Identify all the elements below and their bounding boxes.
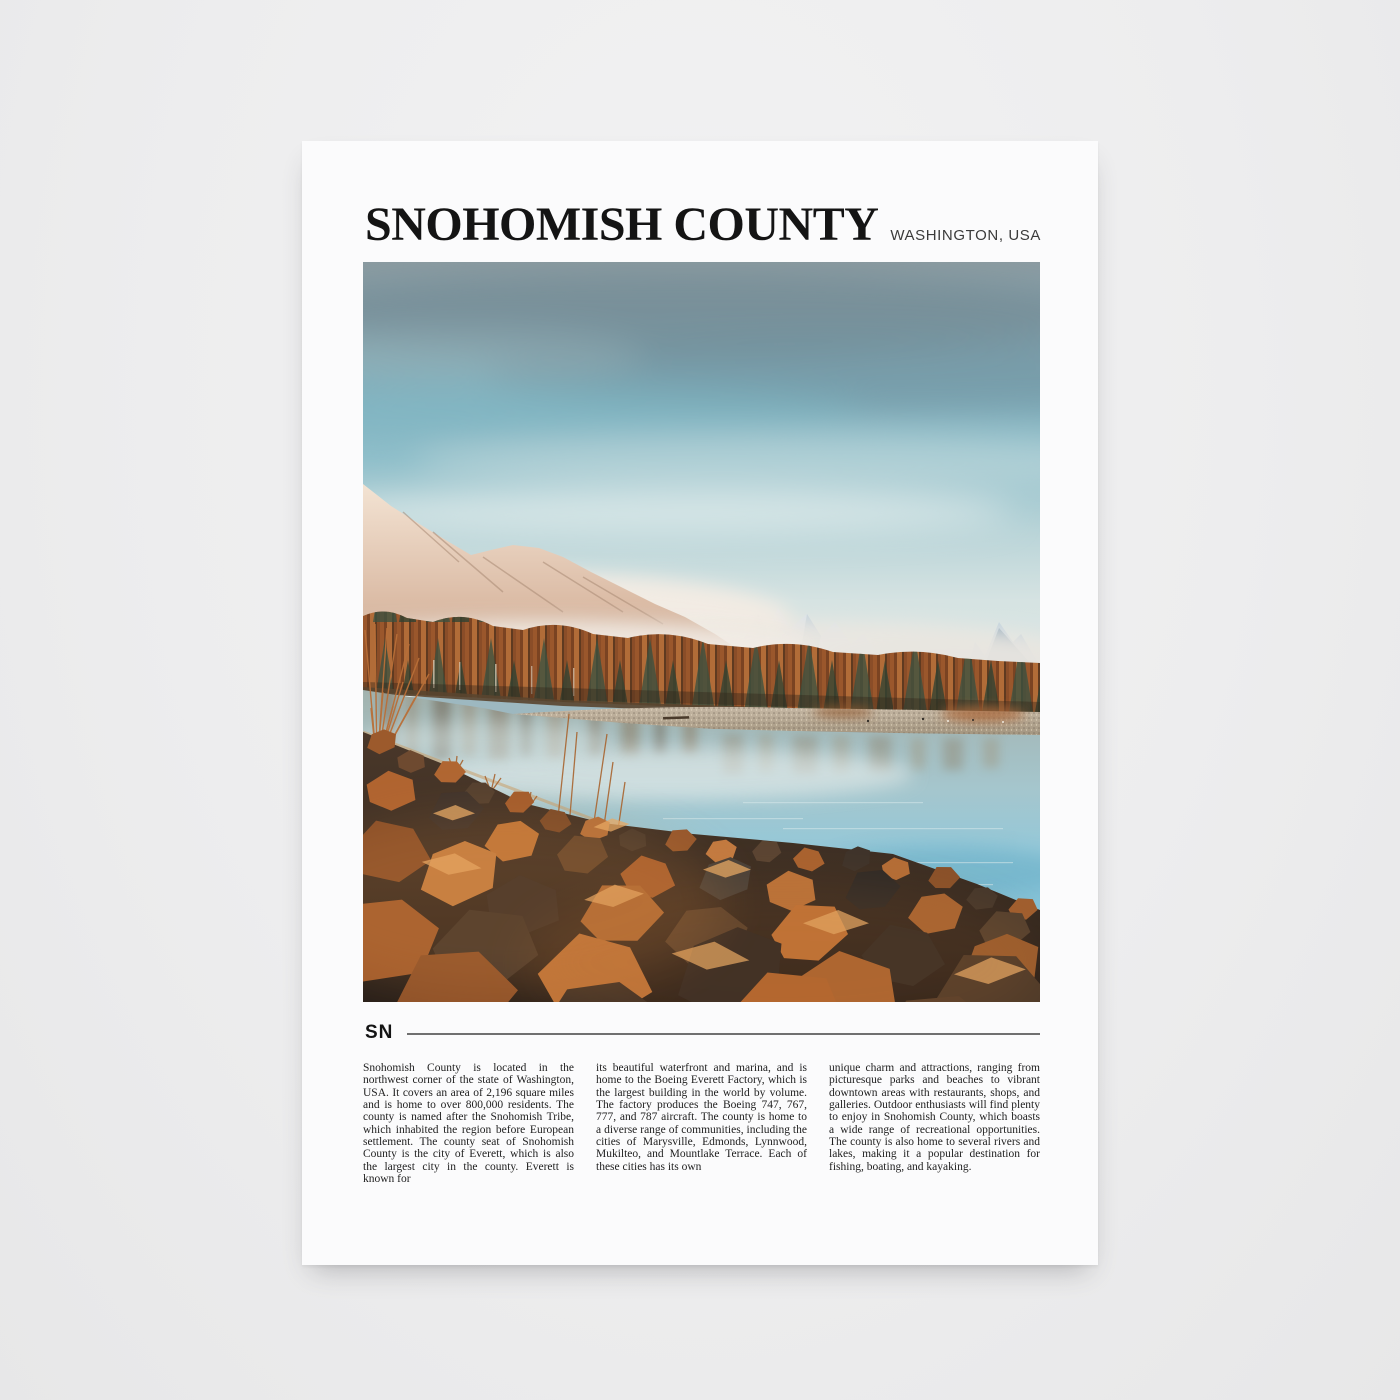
poster-header (365, 199, 1041, 252)
travel-poster (302, 141, 1098, 1265)
series-label: SN (365, 1022, 394, 1043)
body-column-1: Snohomish County is located in the northwest corner of the state of Washington, USA. It covers an area of 2,196 square miles and is home to over 800,000 residents. The county is named after the Snohomish Tribe, which inhabited the region before European settlement. The county seat of Snohomish County is the city of Everett, which is also the largest city in the county. Everett is known for (363, 1062, 574, 1186)
body-text (363, 1062, 1040, 1185)
poster-subtitle: WASHINGTON, USA (890, 227, 1041, 244)
landscape-photo (363, 262, 1040, 1002)
body-column-2: its beautiful waterfront and marina, and is home to the Boeing Everett Factory, which is the largest building in the world by volume. The factory produces the Boeing 747, 767, 777, and 787 aircraft. The county is home to a diverse range of communities, including the cities of Marysville, Edmonds, Lynnwood, Mukilteo, and Mountlake Terrace. Each of these cities has its own (596, 1062, 807, 1173)
body-column-3: unique charm and attractions, ranging from picturesque parks and beaches to vibrant downtown areas with restaurants, shops, and galleries. Outdoor enthusiasts will find plenty to enjoy in Snohomish County, which boasts a wide range of recreational opportunities. The county is also home to several rivers and lakes, making it a popular destination for fishing, boating, and kayaking. (829, 1062, 1040, 1173)
poster-title: SNOHOMISH COUNTY (365, 198, 879, 251)
divider-rule (407, 1033, 1040, 1035)
